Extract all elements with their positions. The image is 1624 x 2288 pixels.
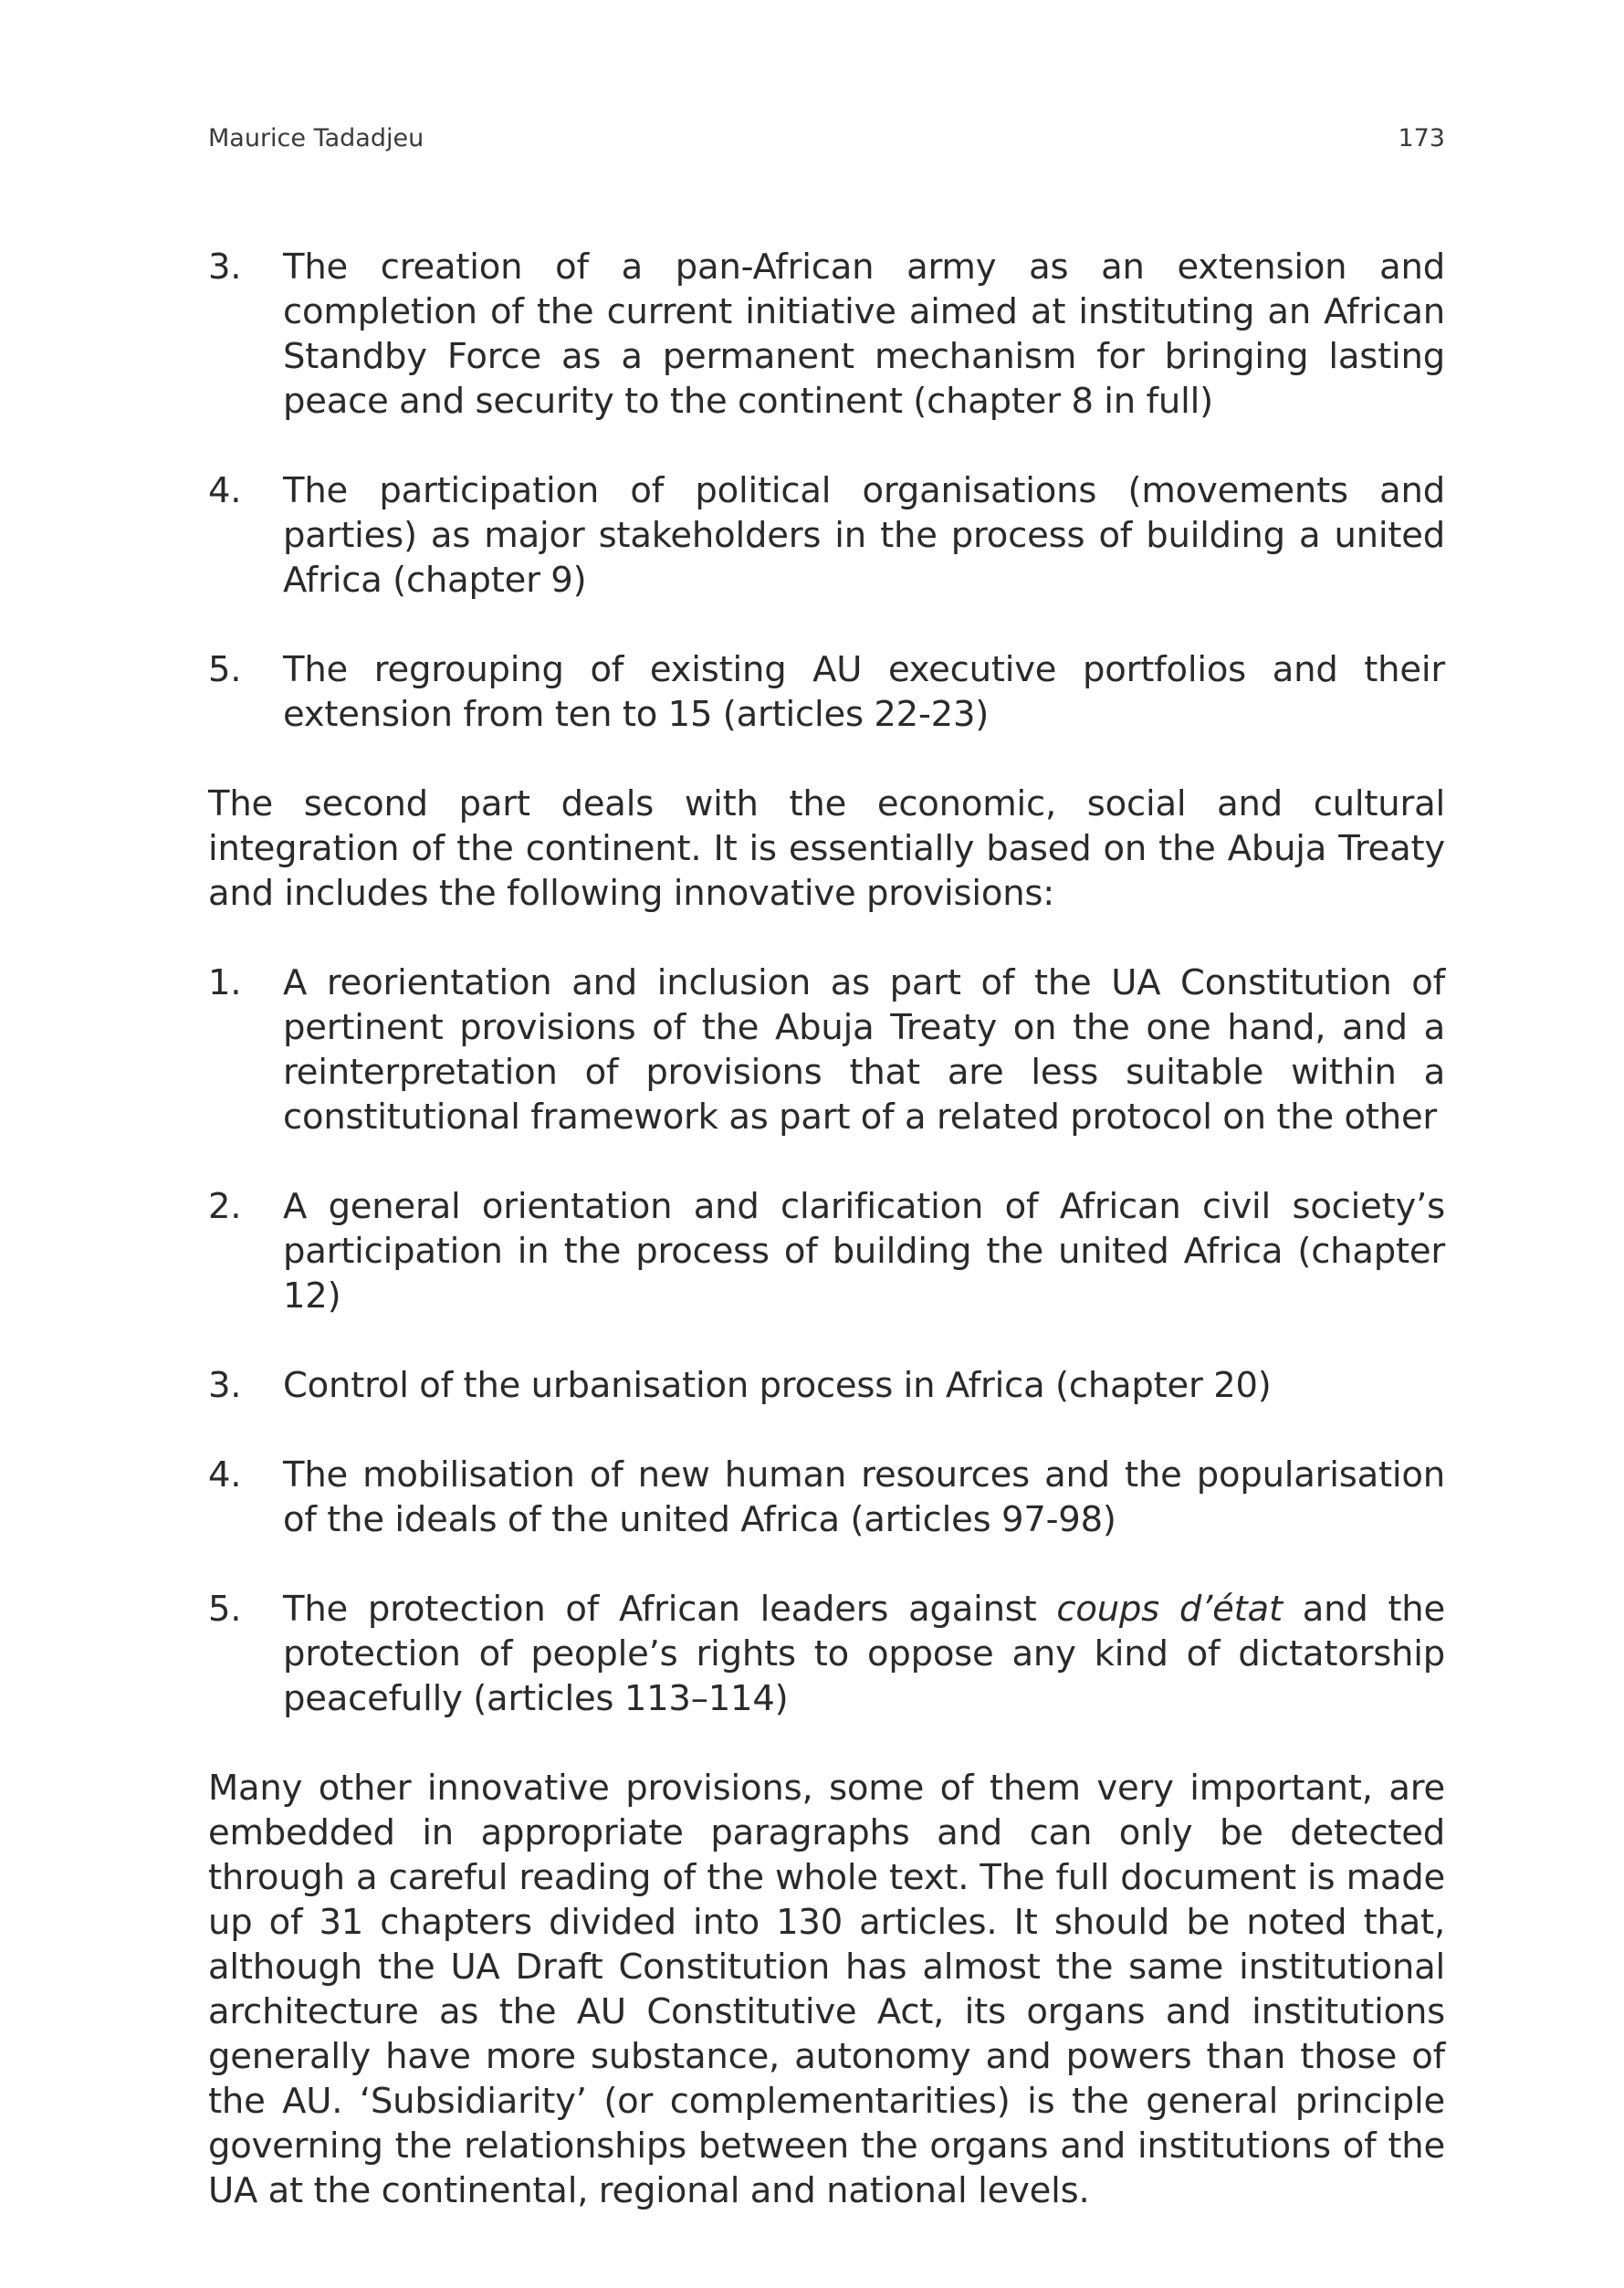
numbered-list-first [208,245,1445,737]
running-header [208,124,1445,161]
list-item [208,960,1445,1139]
list-number: 2. [208,1186,242,1227]
list-number: 3. [208,247,242,288]
list-text: Control of the urbanisation process in Africa (chapter 20) [283,1365,1272,1406]
list-text [283,1589,1445,1719]
list-number: 5. [208,649,242,690]
list-number: 4. [208,470,242,511]
header-author: Maurice Tadadjeu [208,124,424,152]
paragraph-final: Many other innovative provisions, some of them very important, are embedded in appropriate paragraphs and can only be detected through a careful reading of the whole text. The full document is made up of 31 chapters divided into 130 articles. It should be noted that, although the UA Draft Constitution has almost the same institutional architecture as the AU Constitutive Act, its organs and institutions generally have more substance, autonomy and powers than those of the AU. ‘Subsidiarity’ (or complementarities) is the general principle governing the relationships between the organs and institutions of the UA at the continental, regional and national levels. [208,1768,1445,2211]
list-text: The creation of a pan-African army as an extension and completion of the current initiative aimed at instituting an African Standby Force as a permanent mechanism for bringing lasting peace and security to the continent (chapter 8 in full) [283,247,1445,422]
list-text-part: The protection of African leaders against [283,1589,1057,1630]
document-page [208,0,1445,2288]
list-item [208,1184,1445,1318]
page-number: 173 [1398,124,1445,152]
list-item [208,1453,1445,1542]
list-item [208,1363,1445,1408]
paragraph-second-part: The second part deals with the economic, social and cultural integration of the continent. It is essentially based on the Abuja Treaty and includes the following innovative provisions: [208,783,1445,914]
list-number: 4. [208,1454,242,1496]
list-text: The regrouping of existing AU executive portfolios and their extension from ten to 15 (articles 22-23) [283,649,1445,735]
list-text: A reorientation and inclusion as part of the UA Constitution of pertinent provisions of the Abuja Treaty on the one hand, and a reinterpretation of provisions that are less suitable within a constitutional framework as part of a related protocol on the other [283,962,1445,1138]
list-item [208,647,1445,737]
list-item [208,1587,1445,1721]
list-number: 5. [208,1589,242,1630]
list-text: A general orientation and clarification of African civil society’s participation in the process of building the united Africa (chapter 12) [283,1186,1445,1317]
list-item [208,468,1445,603]
body-text [208,245,1445,2258]
list-text-part: and the protection of people’s rights to oppose any kind of dictatorship peacefully (articles 113–114) [283,1589,1445,1719]
numbered-list-second [208,960,1445,1721]
list-text: The mobilisation of new human resources and the popularisation of the ideals of the united Africa (articles 97-98) [283,1454,1445,1540]
list-text: The participation of political organisations (movements and parties) as major stakeholders in the process of building a united Africa (chapter 9) [283,470,1445,601]
list-number: 3. [208,1365,242,1406]
list-item [208,245,1445,424]
list-number: 1. [208,962,242,1003]
italic-phrase: coups d’état [1056,1589,1283,1630]
